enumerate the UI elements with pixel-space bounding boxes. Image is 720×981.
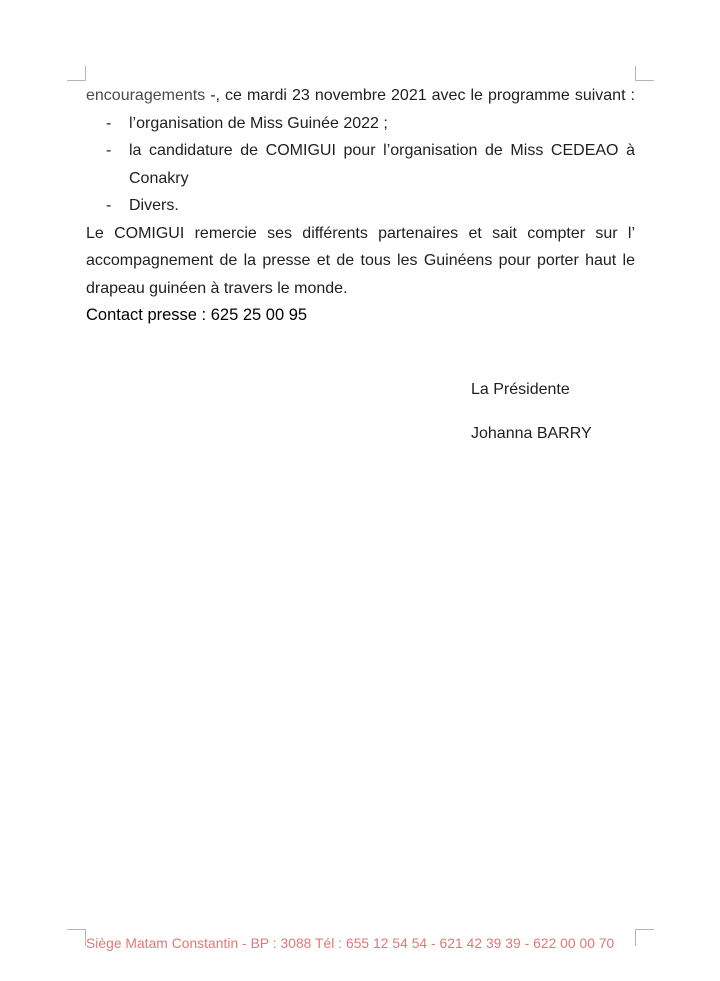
dash-bullet: - [106,142,112,159]
margin-corner-mark [635,66,654,81]
list-item [86,192,635,220]
signature-name: Johanna BARRY [471,425,592,442]
press-contact: Contact presse : 625 25 00 95 [86,306,308,324]
signature-role: La Présidente [471,381,570,398]
footer-address: Siège Matam Constantin - BP : 3088 Tél : 655 12 54 54 - 621 42 39 39 - 622 00 00 70 [86,936,615,951]
list-item-text: la candidature de COMIGUI pour l’organisation de Miss CEDEAO à Conakry [129,142,635,187]
letter-body [86,82,635,330]
list-item-text: l’organisation de Miss Guinée 2022 ; [129,114,388,132]
dash-bullet: - [106,114,112,132]
closing-paragraph: Le COMIGUI remercie ses différents partenaires et sait compter sur l’ accompagnement de la presse et de tous les Guinéens pour porter haut le drapeau guinéen à travers le monde. [86,224,635,297]
margin-corner-mark [635,929,654,946]
program-list [86,110,635,220]
margin-corner-mark [67,929,86,946]
list-item [86,110,635,138]
list-item-text: Divers. [129,197,179,214]
dash-bullet: - [106,197,112,214]
margin-corner-mark [67,66,86,81]
intro-text: -, ce mardi 23 novembre 2021 avec le programme suivant : [205,87,635,104]
list-item [86,137,635,192]
intro-paragraph [86,82,635,110]
intro-first-word: encouragements [86,87,206,104]
